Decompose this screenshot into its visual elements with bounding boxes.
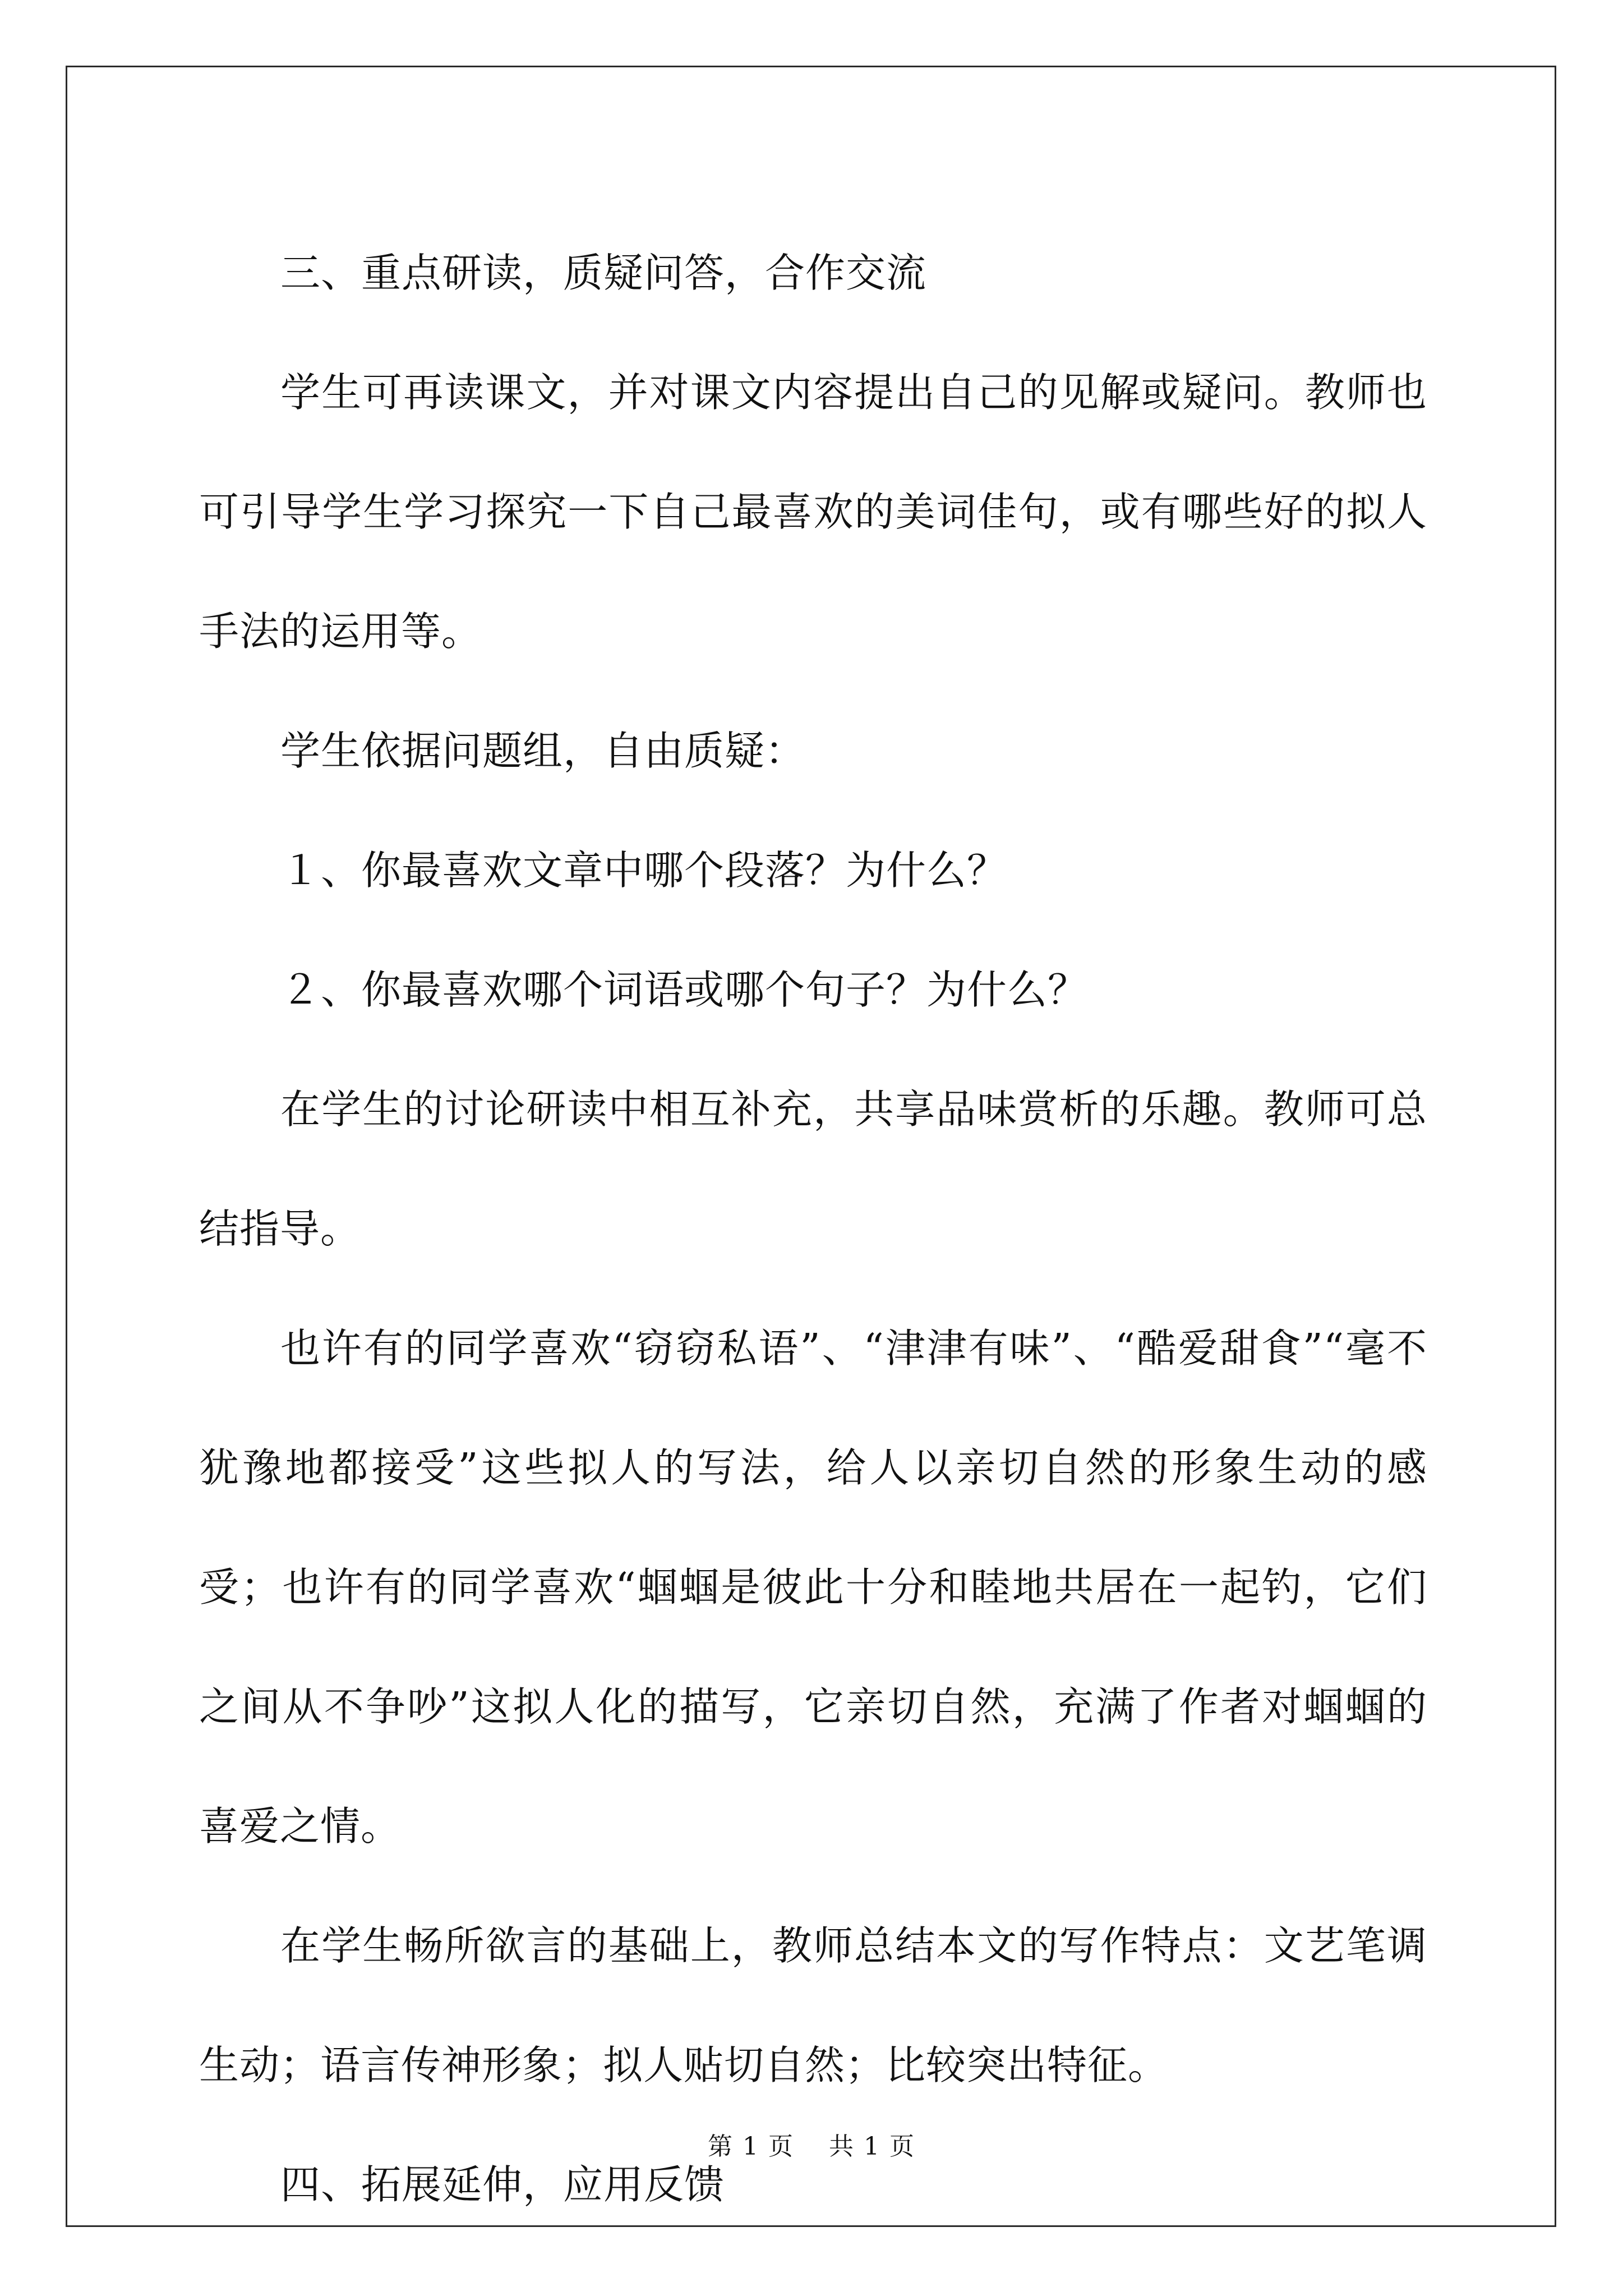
question-item-2: ２、你最喜欢哪个词语或哪个句子？为什么？ <box>280 967 1089 1013</box>
section-heading-4: 四、拓展延伸，应用反馈 <box>280 2161 725 2208</box>
question-item-1: １、你最喜欢文章中哪个段落？为什么？ <box>280 847 1008 894</box>
page-footer: 第 1 页 共 1 页 <box>708 2132 915 2161</box>
document-body <box>199 213 1427 2244</box>
section-heading-3: 三、重点研读，质疑问答，合作交流 <box>280 250 927 296</box>
paragraph: 在学生畅所欲言的基础上，教师总结本文的写作特点：文艺笔调生动；语言传神形象；拟人贴切自然；比较突出特征。 <box>199 1922 1427 2088</box>
paragraph: 也许有的同学喜欢“窃窃私语”、“津津有味”、“酷爱甜食”“毫不犹豫地都接受”这些拟人的写法，给人以亲切自然的形象生动的感受；也许有的同学喜欢“蝈蝈是彼此十分和睦地共居在一起钓，它们之间从不争吵”这拟人化的描写，它亲切自然，充满了作者对蝈蝈的喜爱之情。 <box>199 1325 1427 1849</box>
paragraph: 学生可再读课文，并对课文内容提出自己的见解或疑问。教师也可引导学生学习探究一下自己最喜欢的美词佳句，或有哪些好的拟人手法的运用等。 <box>199 369 1427 655</box>
paragraph: 在学生的讨论研读中相互补充，共享品味赏析的乐趣。教师可总结指导。 <box>199 1086 1427 1252</box>
paragraph: 学生依据问题组，自由质疑： <box>280 728 806 774</box>
